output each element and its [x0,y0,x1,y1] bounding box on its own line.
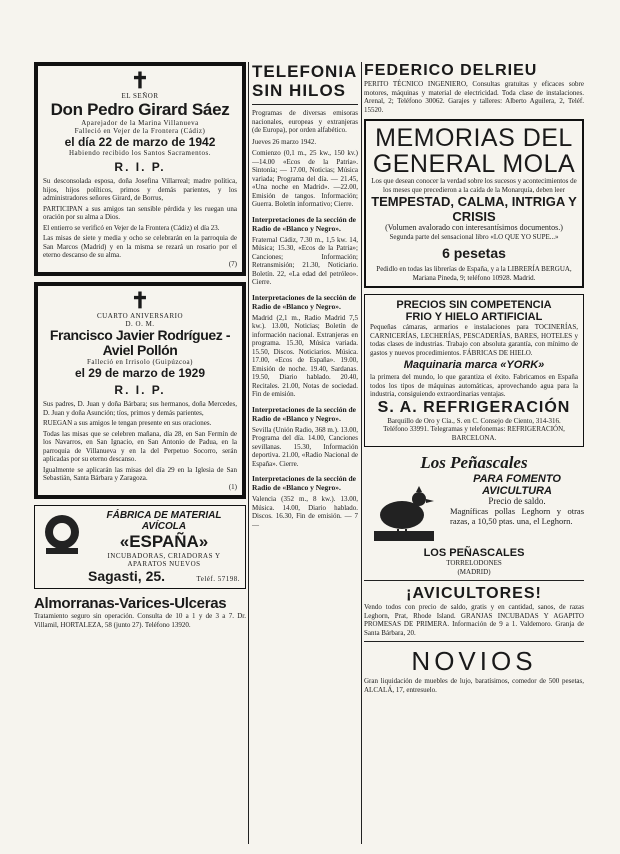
radio-program: Madrid (2,1 m., Radio Madrid 7,5 kw.). 13.00, Noticias; Boletín de información nacional. Extranjeras en programa. 15.30, Música variada. 15.50, Discos. Noticiarios. Música. 17.00, «Ecos de España». 19.00, Emisión de noche. 19.40, Sardanas. 19.50, Diario hablado. 20.40, Recitales. 21.00, Notas de sociedad. Fin de emisión. [252,313,358,398]
died-date: el 29 de marzo de 1929 [74,366,206,380]
column-rule [248,62,249,844]
company-address: Barquillo de Oro y Cía., S. en C. Consejo de Ciento, 314-316. [387,416,561,425]
radio-subhead: Interpretaciones de la sección de Radio de «Blanco y Negro». [252,404,357,423]
radio-headline: TELEFONIA SIN HILOS [252,62,357,100]
ad-headline: Almorranas-Varices-Ulceras [34,595,227,612]
farm-place: TORRELODONES [446,559,502,567]
book-where: Pedidlo en todas las librerías de España, y a la LIBRERÍA BERGUA, Mariana Pineda, 9; teléfono 10928. Madrid. [376,265,572,282]
radio-program: Fraternal Cádiz, 7.30 m., 1,5 kw. 14, Música; 15.30, «Ecos de la Patria»; Canciones; Información; Retransmisión; 21.30, Noticiario. Boletín. 22, «La edad del petróleo». Cierre. [252,235,358,286]
book-intro: Los que desean conocer la verdad sobre los sucesos y acontecimientos de los meses que precedieron a la caída de la Monarquía, deben leer [371,177,577,194]
incubator-icon [40,510,84,558]
deceased-title: Aparejador de la Marina Villanueva [81,119,199,127]
ad-headline: ¡AVICULTORES! [406,585,542,602]
ad-body-2: la primera del mundo, lo que garantiza el éxito. Fabricamos en España todos los tipos de máquinas automáticas, aprovechando agua para la industria, consiguiendo extraordinarias ventajas. [370,373,578,398]
ruegan-text: RUEGAN a sus amigos le tengan presente en sus oraciones. [43,419,212,427]
ad-headline: PRECIOS SIN COMPETENCIA [396,299,552,311]
ref-number: (1) [228,482,237,491]
ad-body: Pequeñas cámaras, armarios e instalaciones para TOCINERÍAS, CARNICERÍAS, LECHERÍAS, PESCADERÍAS, BARES, HOTELES y todas clases de industrias. Trabajo con absoluta garantía, con mínimo de gastos y nuevos procedimientos. FÁBRICAS DE HIELO. [370,323,578,357]
family-text: Su desconsolada esposa, doña Josefina Villarreal; madre política, hijos, hijos políticos, primos y demás parientes, y los administradores señores Girard, de Borrus, [43,177,237,202]
column-radio [252,62,358,850]
radio-subhead: Interpretaciones de la sección de Radio de «Blanco y Negro». [252,292,357,311]
book-second: Segunda parte del sensacional libro «LO QUE YO SUPE...» [389,232,559,241]
ad-novios [364,646,584,694]
ad-avicultores [364,585,584,637]
masses-text: Todas las misas que se celebren mañana, día 28, en San Fermín de los Navarros, en San Ignacio, en San Antonio de Padua, en la parroquia de Villanueva y en la del Perpetuo Socorro, serán aplicadas por su eterno descanso. [43,429,237,463]
machine-brand: Maquinaria marca «YORK» [403,359,545,371]
ad-headline: NOVIOS [411,646,537,676]
notice-label: EL SEÑOR [121,92,159,100]
deceased-name: Francisco Javier Rodríguez - Aviel Pollón [49,327,231,358]
family-text: Sus padres, D. Juan y doña Bárbara; sus hermanos, doña Mercedes, D. Juan y doña Asunción; tíos, primos y demás parientes, [43,400,237,417]
rip: R. I. P. [114,160,166,174]
ad-title: FÁBRICA DE MATERIAL AVÍCOLA [106,510,222,532]
sacraments: Habiendo recibido los Santos Sacramentos. [68,149,211,157]
brand-name: «ESPAÑA» [119,532,209,551]
radio-program: Valencia (352 m., 8 kw.). 13.00, Música. 14.00, Diario hablado. Discos. 16.30, Fin de emisión. — 7 — [252,495,358,529]
died-place: Falleció en Irrisolo (Guipúzcoa) [87,358,193,366]
obituary-notice [34,62,246,276]
rip: R. I. P. [114,383,166,397]
book-tagline: TEMPESTAD, CALMA, INTRIGA Y CRISIS [371,194,577,224]
ad-body: Tratamiento seguro sin operación. Consulta de 10 a 1 y de 3 a 7. Dr. Villamil, HORTALEZA, 58 (junto 27). Teléfono 13920. [34,612,246,629]
book-title-1: MEMORIAS DEL [375,124,573,152]
ad-sub1: PARA FOMENTO [473,473,561,485]
masses-text-2: Igualmente se aplicarán las misas del día 29 en la Iglesia de San Sebastián, Santa Bárbara y Zaragoza. [43,465,237,482]
deceased-name: Don Pedro Girard Sáez [50,100,230,119]
ad-body: Magníficas pollas Leghorn y otras razas, a 10,50 ptas. una, el Leghorn. [450,505,584,526]
book-price: 6 pesetas [442,245,506,261]
notice-label: CUARTO ANIVERSARIO [96,312,184,320]
farm-city: (MADRID) [457,567,491,576]
notice-label-2: D. O. M. [125,320,155,328]
book-note: (Volumen avalorado con interesantísimos documentos.) [385,223,563,232]
radio-program: Comienzo (0,1 m., 25 kw., 150 kv.) —14.00 «Ecos de la Patria». Sintonía; — 17.00, Noticias; Música variada; Programa del día. — 21.45, «Una noche en Madrid». —22.00, Emisión de tangos. Información; Guerra. Boletín informativo; Cierre. [252,149,358,208]
died-place: Falleció en Vejer de la Frontera (Cádiz) [74,127,206,135]
ref-number: (7) [228,259,237,268]
column-rule [361,62,362,844]
radio-subhead: Interpretaciones de la sección de Radio de «Blanco y Negro». [252,474,357,492]
book-title-2: GENERAL MOLA [372,150,576,178]
ad-address: Sagasti, 25. [88,568,166,584]
burial-text: El entierro se verificó en Vejer de la Frontera (Cádiz) el día 23. [43,223,220,232]
ad-headline: FEDERICO DELRIEU [364,62,538,79]
company-phone: Teléfono 33991. Telegramas y telefonemas: REFRIGERACIÓN, BARCELONA. [383,425,565,442]
ad-precios [364,294,584,447]
anniversary-notice [34,282,246,499]
hen-illustration-icon [364,473,446,547]
radio-intro: Programas de diversas emisoras nacionales, europeas y extranjeras (de Europa), por orden alfabético. [252,109,358,134]
company-name: S. A. REFRIGERACIÓN [377,398,571,416]
ad-almorranas [34,595,246,629]
cross-icon: ✝ [130,288,150,313]
farm-name: LOS PEÑASCALES [423,547,525,559]
ad-body: Gran liquidación de muebles de lujo, baratísimos, comedor de 500 pesetas, ALCALÁ, 17, entresuelo. [364,677,584,694]
column-obituaries [34,62,246,850]
ad-penascales [364,453,584,576]
participan-text: PARTICIPAN a sus amigos tan sensible pérdida y les ruegan una oración por su alma a Dios. [43,204,237,221]
ad-fabrica [34,505,246,589]
column-ads [364,62,584,850]
price-label: Precio de saldo. [488,496,546,506]
radio-subhead: Interpretaciones de la sección de Radio de «Blanco y Negro». [252,214,357,233]
died-date: el día 22 de marzo de 1942 [64,135,216,149]
radio-date: Jueves 26 marzo 1942. [252,137,317,146]
ad-subtitle: INCUBADORAS, CRIADORAS Y APARATOS NUEVOS [107,552,221,568]
cross-icon: ✝ [130,68,150,93]
ad-phone: Teléf. 57198. [196,575,240,583]
ad-sub2: AVICULTURA [482,485,552,497]
ad-memorias [364,119,584,288]
ad-headline: Los Peñascales [420,453,528,472]
radio-program: Sevilla (Unión Radio, 368 m.). 13.00, Programa del día. 14.00, Canciones sevillanas. 15.30, Información deportiva. 21.00, «Radio Nacional de España». Cierre. [252,425,358,468]
masses-text: Las misas de siete y media y ocho se celebrarán en la parroquia de San Marcos (Madrid) y en la misma se rezará un rosario por el eterno descanso de su alma. [43,234,237,259]
ad-body: Vendo todos con precio de saldo, gratis y en cantidad, sanos, de razas Leghorn, Prat, Rhode Island. GRANJAS INCUBADAS Y AGAPITO PROMESAS DE PRIMERA. Información de 9 a 1. Valdemoro. Granja de Santa Bárbara, 20. [364,603,584,637]
ad-body: PERITO TÉCNICO INGENIERO, Consultas gratuitas y eficaces sobre motores, máquinas y material de electricidad. Toda clase de instalaciones. Arenal, 2; Teléfono 30062. Garajes y talleres: Alberto Aguilera, 2, Teléf. 15520. [364,80,584,114]
ad-federico [364,62,584,114]
ad-subheadline: FRIO Y HIELO ARTIFICIAL [405,311,543,323]
